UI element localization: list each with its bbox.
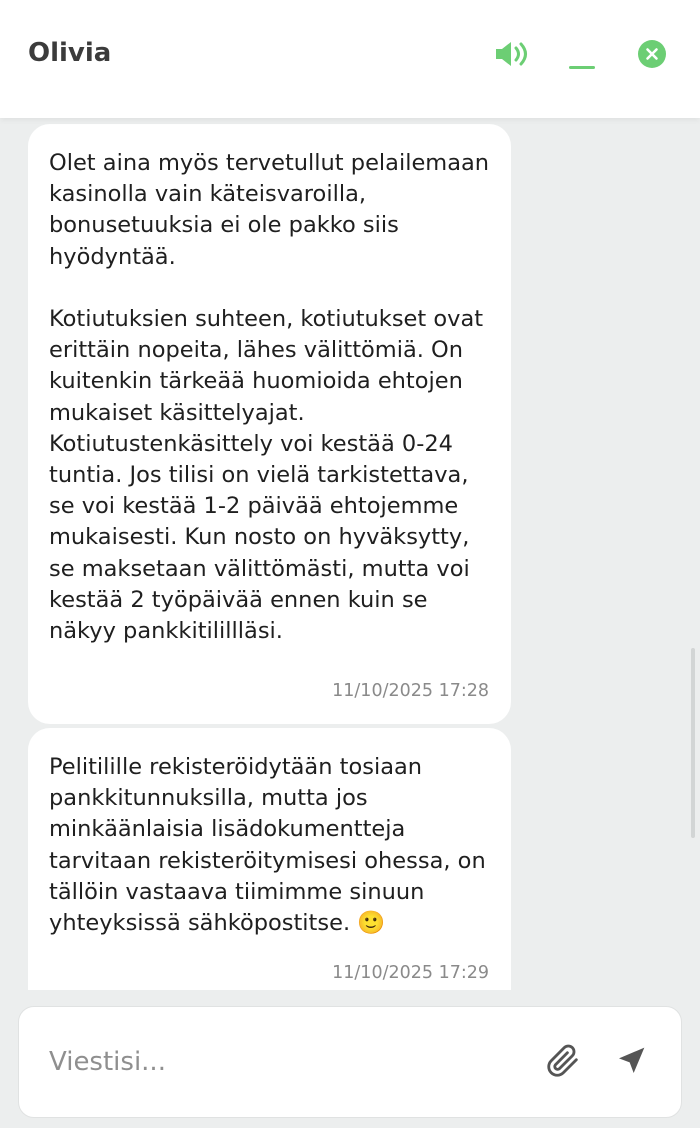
attach-button[interactable]: [541, 1041, 585, 1085]
message-text: Olet aina myös tervetullut pelailemaan kasinolla vain käteisvaroilla, bonusetuuksia ei ole pakko siis hyödyntää. Kotiutuksien suhteen, kotiutukset ovat erittäin nopeita, lähes välittömiä. On kuitenkin tärkeää huomioida ehtojen mukaiset käsittelyajat. Kotiutustenkäsittely voi kestää 0-24 tuntia. Jos tilisi on vielä tarkistettava, se voi kestää 1-2 päivää ehtojemme mukaisesti. Kun nosto on hyväksytty, se maksetaan välittömästi, mutta voi kestää 2 työpäivää ennen kuin se näkyy pankkitilillläsi.: [49, 150, 490, 645]
message-list[interactable]: [0, 118, 700, 990]
agent-name: Olivia: [28, 38, 112, 68]
send-button[interactable]: [609, 1041, 653, 1085]
message-timestamp: 11/10/2025 17:28: [332, 681, 489, 701]
sound-toggle-button[interactable]: [490, 34, 534, 78]
send-icon: [615, 1045, 647, 1081]
message-input[interactable]: [47, 1039, 521, 1085]
message-bubble: [28, 728, 511, 990]
message-composer: [18, 1006, 682, 1118]
message-timestamp: 11/10/2025 17:29: [332, 963, 489, 983]
chat-header: [0, 0, 700, 118]
close-icon: [637, 39, 667, 73]
close-button[interactable]: [630, 34, 674, 78]
composer-area: [0, 990, 700, 1128]
message-text: Pelitilille rekisteröidytään tosiaan pankkitunnuksilla, mutta jos minkäänlaisia lisädokumentteja tarvitaan rekisteröitymisesi ohessa, on tällöin vastaava tiimimme sinuun yhteyksissä sähköpostitse. 🙂: [49, 754, 486, 937]
minimize-icon: [566, 38, 598, 74]
scrollbar[interactable]: [691, 648, 695, 838]
message-bubble: [28, 124, 511, 724]
speaker-icon: [492, 38, 532, 74]
minimize-button[interactable]: [560, 34, 604, 78]
paperclip-icon: [546, 1044, 580, 1082]
